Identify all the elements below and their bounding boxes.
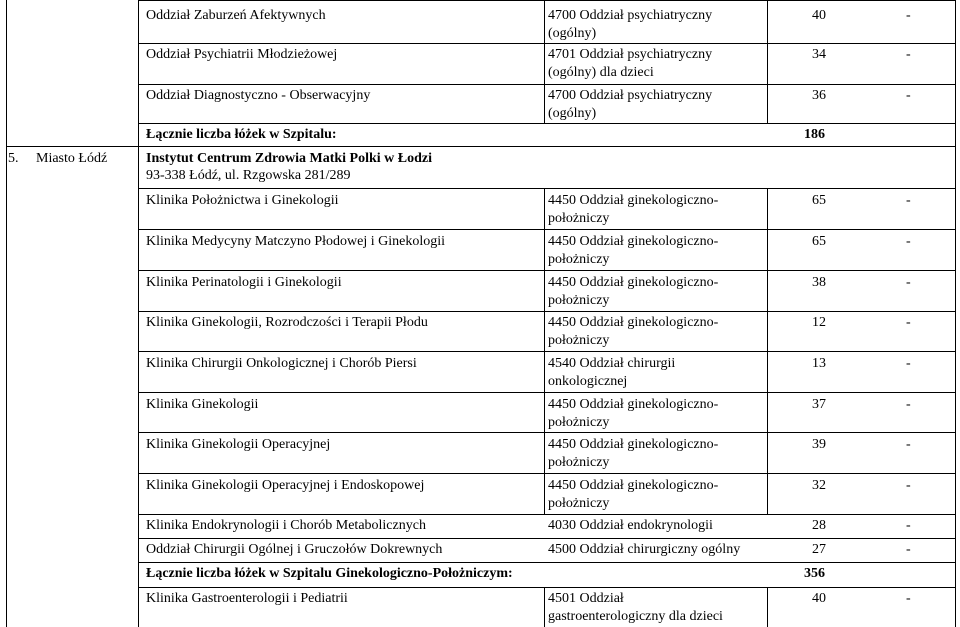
grid-line xyxy=(138,587,956,588)
bed-dash: - xyxy=(906,542,911,557)
bed-count: 37 xyxy=(812,397,826,412)
grid-line xyxy=(138,392,956,393)
bed-count: 12 xyxy=(812,315,826,330)
bed-dash: - xyxy=(906,518,911,533)
gyn-hospital-total-label: Łącznie liczba łóżek w Szpitalu Ginekologiczno-Położniczym: xyxy=(146,566,513,581)
grid-line xyxy=(6,0,7,627)
ward-code: 4700 Oddział psychiatryczny (ogólny) xyxy=(548,88,713,121)
department-name: Klinika Medycyny Matczyno Płodowej i Ginekologii xyxy=(146,234,446,249)
grid-line xyxy=(138,0,956,1)
grid-line xyxy=(138,229,956,230)
department-name: Klinika Chirurgii Onkologicznej i Chorób Piersi xyxy=(146,356,417,371)
city-name: Miasto Łódź xyxy=(36,151,108,166)
ward-code: 4450 Oddział ginekologiczno-położniczy xyxy=(548,478,719,511)
ward-code: 4030 Oddział endokrynologii xyxy=(548,518,713,533)
department-name: Klinika Endokrynologii i Chorób Metabolicznych xyxy=(146,518,426,533)
bed-dash: - xyxy=(906,315,911,330)
bed-dash: - xyxy=(906,275,911,290)
bed-count: 34 xyxy=(812,47,826,62)
department-name: Klinika Ginekologii, Rozrodczości i Terapii Płodu xyxy=(146,315,428,330)
department-name: Klinika Gastroenterologii i Pediatrii xyxy=(146,591,348,606)
ward-code: 4701 Oddział psychiatryczny (ogólny) dla dzieci xyxy=(548,47,713,80)
bed-count: 36 xyxy=(812,88,826,103)
department-name: Oddział Chirurgii Ogólnej i Gruczołów Dokrewnych xyxy=(146,542,443,557)
grid-line xyxy=(6,146,956,147)
hospital-name: Instytut Centrum Zdrowia Matki Polki w Łodzi xyxy=(146,151,432,166)
grid-line xyxy=(955,0,956,627)
bed-count: 38 xyxy=(812,275,826,290)
grid-line xyxy=(544,587,545,627)
bed-dash: - xyxy=(906,8,911,23)
grid-line xyxy=(544,0,545,123)
department-name: Oddział Diagnostyczno - Obserwacyjny xyxy=(146,88,371,103)
department-name: Klinika Perinatologii i Ginekologii xyxy=(146,275,342,290)
department-name: Oddział Zaburzeń Afektywnych xyxy=(146,8,326,23)
bed-dash: - xyxy=(906,478,911,493)
ward-code: 4500 Oddział chirurgiczny ogólny xyxy=(548,542,741,557)
grid-line xyxy=(138,432,956,433)
grid-line xyxy=(138,43,956,44)
bed-count: 40 xyxy=(812,8,826,23)
department-name: Klinika Ginekologii Operacyjnej xyxy=(146,437,331,452)
ward-code: 4450 Oddział ginekologiczno-położniczy xyxy=(548,234,719,267)
grid-line xyxy=(138,514,956,515)
grid-line xyxy=(138,311,956,312)
ward-code: 4450 Oddział ginekologiczno-położniczy xyxy=(548,315,719,348)
bed-count: 28 xyxy=(812,518,826,533)
grid-line xyxy=(767,0,768,123)
ward-code: 4450 Oddział ginekologiczno-położniczy xyxy=(548,275,719,308)
ward-code: 4540 Oddział chirurgii onkologicznej xyxy=(548,356,676,389)
bed-count: 40 xyxy=(812,591,826,606)
bed-dash: - xyxy=(906,591,911,606)
grid-line xyxy=(138,473,956,474)
grid-line xyxy=(138,0,139,627)
ward-code: 4501 Oddział gastroenterologiczny dla dzieci xyxy=(548,591,723,624)
grid-line xyxy=(138,351,956,352)
hospital-address: 93-338 Łódź, ul. Rzgowska 281/289 xyxy=(146,168,351,183)
gyn-hospital-total-value: 356 xyxy=(804,566,825,581)
grid-line xyxy=(138,562,956,563)
department-name: Klinika Położnictwa i Ginekologii xyxy=(146,193,339,208)
bed-count: 65 xyxy=(812,193,826,208)
department-name: Klinika Ginekologii xyxy=(146,397,259,412)
city-number: 5. xyxy=(8,151,19,166)
ward-code: 4450 Oddział ginekologiczno-położniczy xyxy=(548,193,719,226)
bed-dash: - xyxy=(906,47,911,62)
ward-code: 4450 Oddział ginekologiczno-położniczy xyxy=(548,397,719,430)
bed-dash: - xyxy=(906,88,911,103)
grid-line xyxy=(138,123,956,124)
department-name: Klinika Ginekologii Operacyjnej i Endoskopowej xyxy=(146,478,425,493)
bed-count: 13 xyxy=(812,356,826,371)
hospital-total-value: 186 xyxy=(804,127,825,142)
grid-line xyxy=(138,538,956,539)
bed-count: 65 xyxy=(812,234,826,249)
grid-line xyxy=(138,84,956,85)
department-name: Oddział Psychiatrii Młodzieżowej xyxy=(146,47,338,62)
bed-count: 27 xyxy=(812,542,826,557)
grid-line xyxy=(138,188,956,189)
bed-dash: - xyxy=(906,437,911,452)
ward-code: 4700 Oddział psychiatryczny (ogólny) xyxy=(548,8,713,41)
ward-code: 4450 Oddział ginekologiczno-położniczy xyxy=(548,437,719,470)
bed-dash: - xyxy=(906,397,911,412)
hospital-total-label: Łącznie liczba łóżek w Szpitalu: xyxy=(146,127,337,142)
bed-dash: - xyxy=(906,234,911,249)
grid-line xyxy=(138,270,956,271)
grid-line xyxy=(767,587,768,627)
bed-dash: - xyxy=(906,193,911,208)
bed-count: 32 xyxy=(812,478,826,493)
bed-dash: - xyxy=(906,356,911,371)
bed-count: 39 xyxy=(812,437,826,452)
